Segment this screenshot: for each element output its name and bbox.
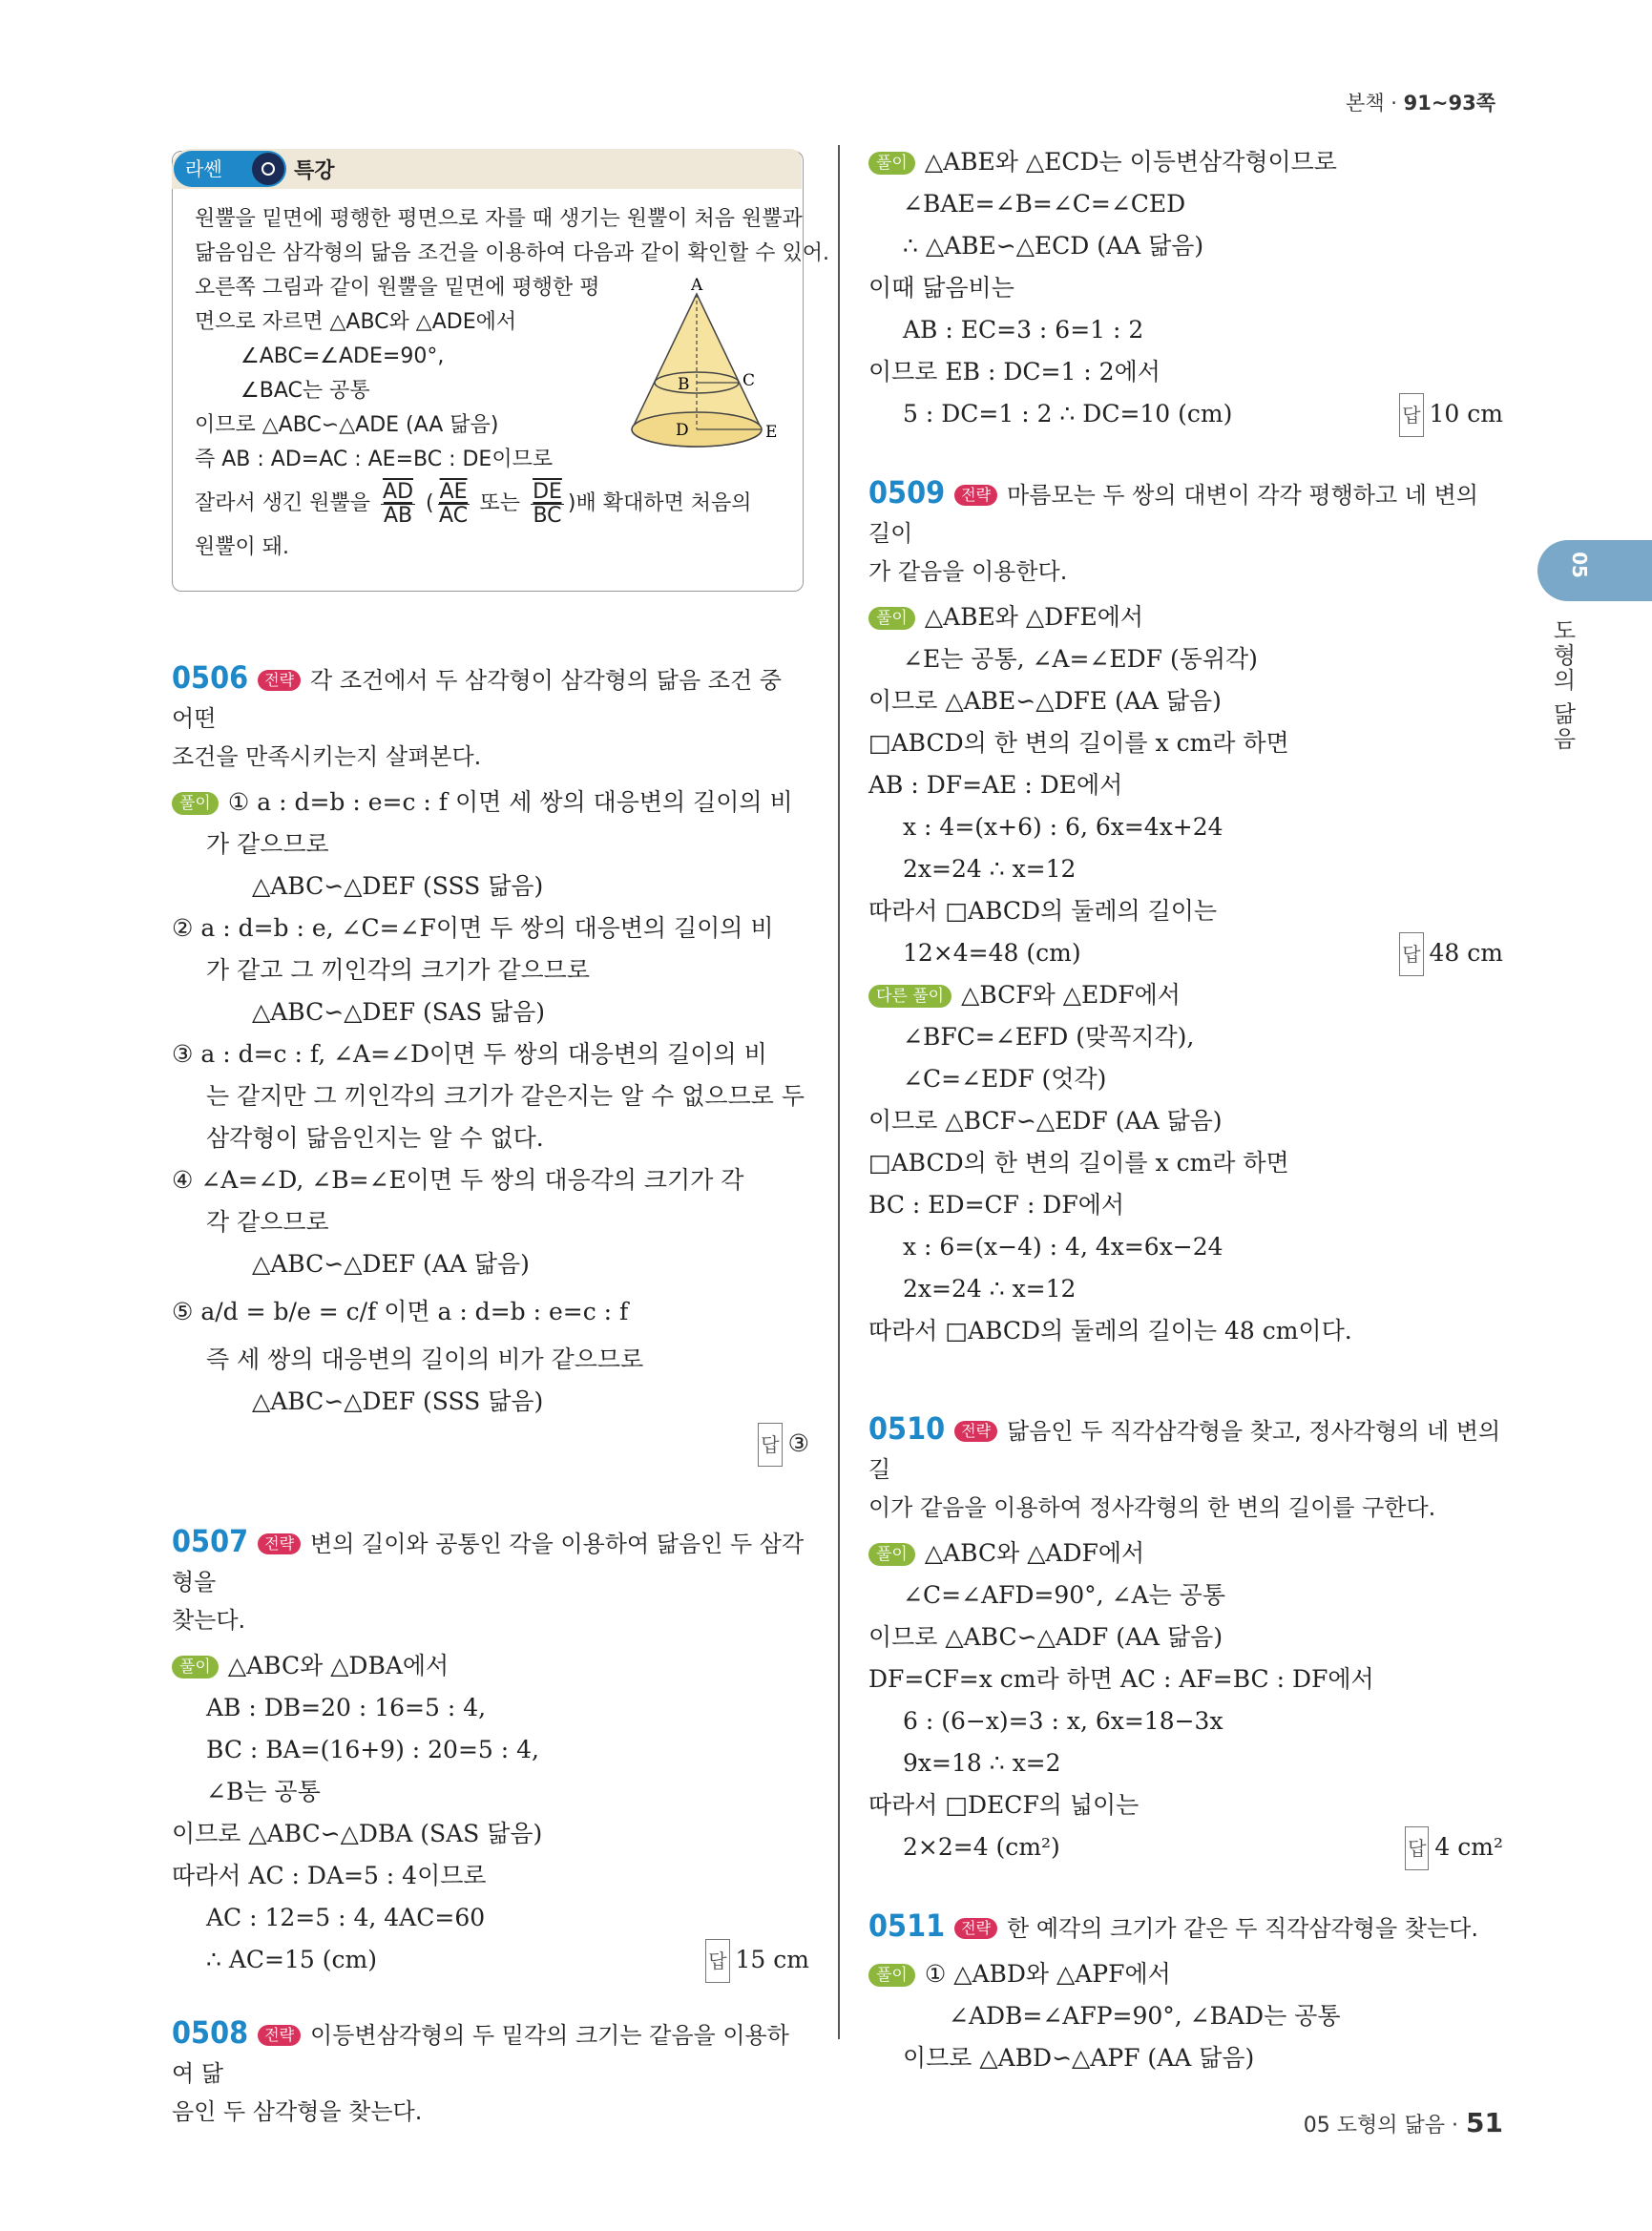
solution-line: 2x=24 ∴ x=12 bbox=[903, 1275, 1077, 1303]
solution-line: 6 : (6−x)=3 : x, 6x=18−3x bbox=[903, 1707, 1223, 1735]
solution-line bbox=[172, 782, 809, 824]
answer bbox=[705, 1939, 809, 1983]
question-0506 bbox=[172, 658, 809, 1465]
cone-label-a: A bbox=[691, 277, 703, 295]
solution-line: ∠C=∠EDF (엇각) bbox=[903, 1065, 1107, 1093]
answer-icon: 답 bbox=[1399, 932, 1423, 976]
question-0510 bbox=[868, 1409, 1503, 1868]
strategy-text: 가 같음을 이용한다. bbox=[868, 558, 1068, 585]
solution-text: △BCF와 △EDF에서 bbox=[961, 981, 1181, 1009]
solution-line: 이므로 △ABC∽△DBA (SAS 닮음) bbox=[172, 1820, 543, 1847]
strategy-text: 변의 길이와 공통인 각을 이용하여 닮음인 두 삼각형을 bbox=[172, 1531, 805, 1595]
answer bbox=[1399, 932, 1503, 976]
solution-line: 이므로 △BCF∽△EDF (AA 닮음) bbox=[868, 1107, 1223, 1135]
solution-line: AB : EC=3 : 6=1 : 2 bbox=[903, 316, 1144, 344]
solution-line: ⑤ a/d = b/e = c/f 이면 a : d=b : e=c : f bbox=[172, 1298, 629, 1325]
page-footer: 05 도형의 닮음 · 51 bbox=[1303, 2107, 1503, 2138]
solution-line bbox=[868, 596, 1503, 638]
solution-line: △ABC∽△DEF (SSS 닮음) bbox=[252, 1387, 544, 1415]
solution-line: ∠E는 공통, ∠A=∠EDF (동위각) bbox=[903, 645, 1258, 673]
solution-line: AC : 12=5 : 4, 4AC=60 bbox=[206, 1904, 486, 1931]
solution-line: 즉 세 쌍의 대응변의 길이의 비가 같으므로 bbox=[206, 1345, 644, 1373]
solution-line: 이므로 △ABE∽△DFE (AA 닮음) bbox=[868, 687, 1222, 715]
solution-line: 이므로 EB : DC=1 : 2에서 bbox=[868, 358, 1161, 386]
fraction-de-bc bbox=[531, 481, 564, 528]
strategy-text: 이가 같음을 이용하여 정사각형의 한 변의 길이를 구한다. bbox=[868, 1494, 1436, 1521]
page-number: 51 bbox=[1466, 2107, 1503, 2138]
solution-line: 9x=18 ∴ x=2 bbox=[903, 1749, 1061, 1777]
fraction-den: AB bbox=[383, 503, 413, 528]
question-header bbox=[172, 658, 809, 738]
solution-text: ① △ABD와 △APF에서 bbox=[924, 1960, 1171, 1988]
question-0507 bbox=[172, 1522, 809, 1981]
cone-label-b: B bbox=[678, 375, 690, 394]
rasseon-logo bbox=[174, 151, 286, 187]
special-fraction-line: 잘라서 생긴 원뿔을 $\frac{\overline{AD}}{AB}$ ( $\frac{\overline{AE}}{AC}$ 또는 $\frac{\overline{DE}}{BC}$ )배 확대하면 처음의 bbox=[195, 479, 752, 528]
answer-icon: 답 bbox=[758, 1423, 782, 1467]
special-line: ∠BAC는 공통 bbox=[240, 379, 370, 403]
question-number: 0506 bbox=[172, 659, 249, 696]
solution-line bbox=[868, 393, 1503, 435]
solution-text: ① a : d=b : e=c : f 이면 세 쌍의 대응변의 길이의 비 bbox=[227, 788, 793, 816]
footer-chapter: 05 도형의 닮음 bbox=[1303, 2114, 1446, 2137]
answer-icon: 답 bbox=[1399, 393, 1423, 437]
special-lecture-title: 특강 bbox=[294, 159, 335, 183]
answer bbox=[1405, 1826, 1503, 1870]
solution-line: 이때 닮음비는 bbox=[868, 274, 1014, 302]
special-line-tail: 배 확대하면 처음의 bbox=[575, 491, 752, 515]
question-number: 0507 bbox=[172, 1523, 249, 1559]
question-header bbox=[868, 473, 1503, 553]
solution-line bbox=[868, 932, 1503, 974]
right-column bbox=[868, 141, 1503, 2079]
solution-text: 5 : DC=1 : 2 ∴ DC=10 (cm) bbox=[903, 400, 1233, 427]
answer-icon: 답 bbox=[705, 1939, 729, 1983]
solution-line: □ABCD의 한 변의 길이를 x cm라 하면 bbox=[868, 1149, 1289, 1177]
special-line: 원뿔이 돼. bbox=[195, 535, 289, 559]
special-line-lead: 잘라서 생긴 원뿔을 bbox=[195, 491, 371, 515]
cone-label-d: D bbox=[676, 421, 689, 440]
solution-line bbox=[868, 1826, 1503, 1868]
fraction-den: BC bbox=[533, 503, 562, 528]
solution-text: △ABE와 △ECD는 이등변삼각형이므로 bbox=[924, 148, 1337, 176]
solution-badge: 풀이 bbox=[868, 152, 915, 175]
solution-line: ④ ∠A=∠D, ∠B=∠E이면 두 쌍의 대응각의 크기가 각 bbox=[172, 1166, 744, 1194]
question-number: 0509 bbox=[868, 474, 946, 511]
strategy-badge: 전략 bbox=[258, 670, 301, 691]
solution-line: ∴ △ABE∽△ECD (AA 닮음) bbox=[903, 232, 1204, 260]
strategy-text: 찾는다. bbox=[172, 1607, 246, 1634]
chapter-title-vertical: 도형의 닮음 bbox=[1549, 618, 1576, 752]
solution-line bbox=[172, 1939, 809, 1981]
column-divider bbox=[838, 145, 840, 2039]
fraction-num: $\overline{AE}$ bbox=[439, 479, 468, 504]
solution-line: 는 같지만 그 끼인각의 크기가 같은지는 알 수 없으므로 두 bbox=[206, 1082, 805, 1110]
fraction-num: $\overline{AD}$ bbox=[383, 479, 414, 504]
special-line: 즉 AB : AD=AC : AE=BC : DE이므로 bbox=[195, 448, 554, 471]
solution-line: 2x=24 ∴ x=12 bbox=[903, 855, 1077, 883]
answer bbox=[758, 1423, 809, 1467]
solution-badge: 풀이 bbox=[172, 1656, 219, 1678]
solution-badge: 풀이 bbox=[868, 607, 915, 630]
solution-line bbox=[172, 1645, 809, 1687]
question-0511 bbox=[868, 1907, 1503, 2079]
chapter-number: 05 bbox=[1568, 552, 1592, 578]
solution-badge: 풀이 bbox=[172, 792, 219, 815]
question-0509 bbox=[868, 473, 1503, 1352]
solution-text: 2×2=4 (cm²) bbox=[903, 1833, 1060, 1861]
question-header bbox=[172, 1522, 809, 1601]
question-header bbox=[868, 1907, 1503, 1948]
or-word: 또는 bbox=[479, 491, 521, 515]
solution-text: △ABC와 △DBA에서 bbox=[227, 1652, 450, 1679]
question-0508-solution bbox=[868, 141, 1503, 435]
solution-line: BC : ED=CF : DF에서 bbox=[868, 1191, 1125, 1219]
alt-solution-badge: 다른 풀이 bbox=[868, 985, 951, 1008]
fraction-num: $\overline{DE}$ bbox=[533, 479, 562, 504]
answer-line bbox=[172, 1423, 809, 1465]
solution-line: x : 6=(x−4) : 4, 4x=6x−24 bbox=[903, 1233, 1223, 1261]
solution-line: □ABCD의 한 변의 길이를 x cm라 하면 bbox=[868, 729, 1289, 757]
solution-line: ② a : d=b : e, ∠C=∠F이면 두 쌍의 대응변의 길이의 비 bbox=[172, 914, 774, 942]
cone-figure bbox=[618, 277, 790, 448]
strategy-text: 닮음인 두 직각삼각형을 찾고, 정사각형의 네 변의 길 bbox=[868, 1418, 1501, 1483]
strategy-badge: 전략 bbox=[258, 1533, 301, 1554]
question-number: 0511 bbox=[868, 1908, 946, 1944]
solution-text: △ABE와 △DFE에서 bbox=[924, 603, 1144, 631]
question-0508 bbox=[172, 2013, 809, 2131]
page-reference: 본책 · 91~93쪽 bbox=[1346, 92, 1495, 115]
solution-line: 삼각형이 닮음인지는 알 수 없다. bbox=[206, 1124, 544, 1152]
page-range: 91~93쪽 bbox=[1403, 92, 1495, 115]
question-header bbox=[172, 2013, 809, 2093]
solution-line: AB : DF=AE : DE에서 bbox=[868, 771, 1123, 799]
solution-line: 가 같으므로 bbox=[206, 830, 329, 858]
strategy-badge: 전략 bbox=[258, 2025, 301, 2046]
special-line: 이므로 △ABC∽△ADE (AA 닮음) bbox=[195, 413, 499, 437]
solution-line: ∠B는 공통 bbox=[206, 1778, 321, 1805]
solution-line: 따라서 AC : DA=5 : 4이므로 bbox=[172, 1862, 487, 1889]
special-line: ∠ABC=∠ADE=90°, bbox=[240, 344, 445, 368]
strategy-text: 한 예각의 크기가 같은 두 직각삼각형을 찾는다. bbox=[1007, 1915, 1478, 1942]
solution-line: ③ a : d=c : f, ∠A=∠D이면 두 쌍의 대응변의 길이의 비 bbox=[172, 1040, 767, 1068]
special-line: 오른쪽 그림과 같이 원뿔을 밑면에 평행한 평 bbox=[195, 276, 600, 300]
solution-line: 가 같고 그 끼인각의 크기가 같으므로 bbox=[206, 956, 590, 984]
fraction-den: AC bbox=[439, 503, 469, 528]
solution-line: ∠BAE=∠B=∠C=∠CED bbox=[903, 190, 1186, 218]
strategy-badge: 전략 bbox=[954, 485, 997, 506]
strategy-text: 조건을 만족시키는지 살펴본다. bbox=[172, 743, 482, 770]
solution-line: 따라서 □DECF의 넓이는 bbox=[868, 1791, 1140, 1819]
solution-line bbox=[868, 1953, 1503, 1995]
solution-badge: 풀이 bbox=[868, 1543, 915, 1566]
strategy-badge: 전략 bbox=[954, 1918, 997, 1939]
solution-line: 따라서 □ABCD의 둘레의 길이는 48 cm이다. bbox=[868, 1317, 1352, 1345]
strategy-text: 이등변삼각형의 두 밑각의 크기는 같음을 이용하여 닮 bbox=[172, 2022, 789, 2087]
solution-line: x : 4=(x+6) : 6, 6x=4x+24 bbox=[903, 813, 1223, 841]
solution-line: BC : BA=(16+9) : 20=5 : 4, bbox=[206, 1736, 539, 1763]
solution-line: 이므로 △ABD∽△APF (AA 닮음) bbox=[903, 2044, 1255, 2072]
answer-text: 15 cm bbox=[735, 1946, 809, 1973]
solution-line: ∠BFC=∠EFD (맞꼭지각), bbox=[903, 1023, 1195, 1051]
solution-line: △ABC∽△DEF (AA 닮음) bbox=[252, 1250, 530, 1278]
special-line: 닮음임은 삼각형의 닮음 조건을 이용하여 다음과 같이 확인할 수 있어. bbox=[195, 241, 829, 265]
answer-text: 10 cm bbox=[1429, 400, 1503, 427]
chapter-tab[interactable] bbox=[1537, 540, 1652, 601]
logo-dot-icon bbox=[252, 153, 284, 185]
answer-icon: 답 bbox=[1405, 1826, 1429, 1870]
alt-solution-line bbox=[868, 974, 1503, 1016]
logo-text: 라쎈 bbox=[185, 157, 222, 180]
question-number: 0508 bbox=[172, 2014, 249, 2051]
solution-line: △ABC∽△DEF (SSS 닮음) bbox=[252, 872, 544, 900]
solution-badge: 풀이 bbox=[868, 1964, 915, 1987]
book-label: 본책 bbox=[1346, 92, 1385, 115]
cone-label-c: C bbox=[742, 371, 756, 390]
solution-line bbox=[868, 141, 1503, 183]
solution-line bbox=[868, 1533, 1503, 1574]
left-column bbox=[172, 658, 809, 2131]
solution-line: DF=CF=x cm라 하면 AC : AF=BC : DF에서 bbox=[868, 1665, 1374, 1693]
solution-text: △ABC와 △ADF에서 bbox=[924, 1539, 1145, 1567]
cone-label-e: E bbox=[765, 423, 778, 442]
strategy-text: 음인 두 삼각형을 찾는다. bbox=[172, 2098, 423, 2125]
solution-text: 12×4=48 (cm) bbox=[903, 939, 1081, 967]
solution-line: △ABC∽△DEF (SAS 닮음) bbox=[252, 998, 546, 1026]
solution-text: ∴ AC=15 (cm) bbox=[206, 1946, 377, 1973]
strategy-text: 마름모는 두 쌍의 대변이 각각 평행하고 네 변의 길이 bbox=[868, 482, 1478, 547]
question-header bbox=[868, 1409, 1503, 1489]
solution-line: ∠C=∠AFD=90°, ∠A는 공통 bbox=[903, 1581, 1225, 1609]
answer-text: ③ bbox=[787, 1429, 809, 1457]
answer-text: 4 cm² bbox=[1434, 1833, 1503, 1861]
solution-line: ∠ADB=∠AFP=90°, ∠BAD는 공통 bbox=[949, 2002, 1341, 2030]
solution-line: AB : DB=20 : 16=5 : 4, bbox=[206, 1694, 487, 1721]
fraction-ad-ab bbox=[381, 481, 415, 528]
question-number: 0510 bbox=[868, 1410, 946, 1447]
answer bbox=[1399, 393, 1503, 437]
answer-text: 48 cm bbox=[1429, 939, 1503, 967]
strategy-text: 각 조건에서 두 삼각형이 삼각형의 닮음 조건 중 어떤 bbox=[172, 667, 782, 732]
special-line: 원뿔을 밑면에 평행한 평면으로 자를 때 생기는 원뿔이 처음 원뿔과 bbox=[195, 207, 803, 231]
solution-line: 이므로 △ABC∽△ADF (AA 닮음) bbox=[868, 1623, 1223, 1651]
special-line: 면으로 자르면 △ABC와 △ADE에서 bbox=[195, 310, 517, 334]
solution-line: 따라서 □ABCD의 둘레의 길이는 bbox=[868, 897, 1218, 925]
strategy-badge: 전략 bbox=[954, 1421, 997, 1442]
solution-line: 각 같으므로 bbox=[206, 1208, 329, 1236]
fraction-ae-ac bbox=[438, 481, 470, 528]
